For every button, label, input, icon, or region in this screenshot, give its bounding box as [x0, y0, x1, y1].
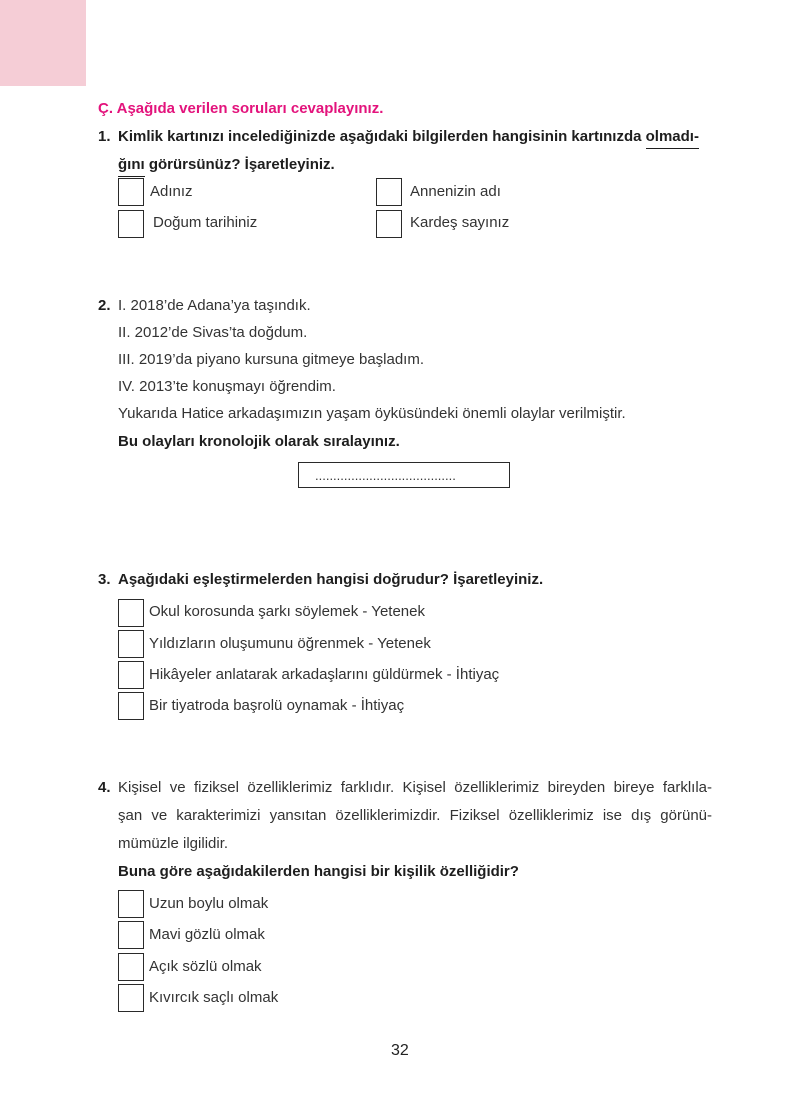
q4-option-1-checkbox[interactable]	[118, 890, 144, 918]
q4-option-4-label: Kıvırcık saçlı olmak	[149, 989, 279, 1006]
q2-event-1: I. 2018’de Adana’ya taşındık.	[118, 297, 311, 314]
q4-option-2-checkbox[interactable]	[118, 921, 144, 949]
q1-option-4-checkbox[interactable]	[376, 210, 402, 238]
q4-option-4-checkbox[interactable]	[118, 984, 144, 1012]
q4-paragraph-line1: Kişisel ve fiziksel özelliklerimiz farklıdır. Kişisel özelliklerimiz bireyden bireye farklıla-	[118, 779, 712, 796]
q3-number: 3.	[98, 571, 111, 588]
q1-text-part1: Kimlik kartınızı incelediğinizde aşağıdaki bilgilerden hangisinin kartınızda	[118, 128, 646, 145]
corner-decoration	[0, 0, 86, 86]
q2-number: 2.	[98, 297, 111, 314]
q3-option-1-label: Okul korosunda şarkı söylemek - Yetenek	[149, 603, 425, 620]
q4-question: Buna göre aşağıdakilerden hangisi bir kişilik özelliğidir?	[118, 863, 519, 880]
q1-option-3-label: Doğum tarihiniz	[153, 214, 258, 231]
q2-instruction: Bu olayları kronolojik olarak sıralayınız.	[118, 433, 400, 450]
page-number: 32	[391, 1042, 409, 1059]
q1-option-4-label: Kardeş sayınız	[410, 214, 510, 231]
q2-answer-box[interactable]: .......................................	[298, 462, 510, 488]
q3-option-3-checkbox[interactable]	[118, 661, 144, 689]
q2-context: Yukarıda Hatice arkadaşımızın yaşam öyküsündeki önemli olaylar verilmiştir.	[118, 405, 626, 422]
q3-question: Aşağıdaki eşleştirmelerden hangisi doğrudur? İşaretleyiniz.	[118, 571, 544, 588]
q1-option-2-label: Annenizin adı	[410, 183, 501, 200]
q4-option-3-checkbox[interactable]	[118, 953, 144, 981]
q2-event-3: III. 2019’da piyano kursuna gitmeye başladım.	[118, 351, 425, 368]
q1-option-1-label: Adınız	[150, 183, 193, 200]
q1-underlined-part1: olmadı-	[646, 128, 699, 149]
q4-option-2-label: Mavi gözlü olmak	[149, 926, 265, 943]
q1-question-line1	[118, 128, 699, 149]
q4-paragraph-line2: şan ve karakterimizi yansıtan özelliklerimizdir. Fiziksel özelliklerimiz ise dış görünü-	[118, 807, 712, 824]
q1-option-3-checkbox[interactable]	[118, 210, 144, 238]
q1-underlined-part2: ğını	[118, 156, 145, 177]
q4-option-3-label: Açık sözlü olmak	[149, 958, 262, 975]
q1-option-1-checkbox[interactable]	[118, 178, 144, 206]
q3-option-4-label: Bir tiyatroda başrolü oynamak - İhtiyaç	[149, 697, 405, 714]
q2-event-2: II. 2012’de Sivas’ta doğdum.	[118, 324, 308, 341]
q1-text-part2: görürsünüz? İşaretleyiniz.	[144, 156, 335, 173]
q4-paragraph-line3: mümüzle ilgilidir.	[118, 835, 229, 852]
q3-option-2-label: Yıldızların oluşumunu öğrenmek - Yetenek	[149, 635, 431, 652]
q1-question-line2	[118, 156, 335, 177]
section-title: Ç. Aşağıda verilen soruları cevaplayınız.	[98, 100, 384, 117]
q3-option-4-checkbox[interactable]	[118, 692, 144, 720]
q1-option-2-checkbox[interactable]	[376, 178, 402, 206]
q3-option-3-label: Hikâyeler anlatarak arkadaşlarını güldürmek - İhtiyaç	[149, 666, 500, 683]
q4-number: 4.	[98, 779, 111, 796]
q1-number: 1.	[98, 128, 111, 145]
q4-option-1-label: Uzun boylu olmak	[149, 895, 269, 912]
q3-option-1-checkbox[interactable]	[118, 599, 144, 627]
q3-option-2-checkbox[interactable]	[118, 630, 144, 658]
q2-event-4: IV. 2013’te konuşmayı öğrendim.	[118, 378, 336, 395]
